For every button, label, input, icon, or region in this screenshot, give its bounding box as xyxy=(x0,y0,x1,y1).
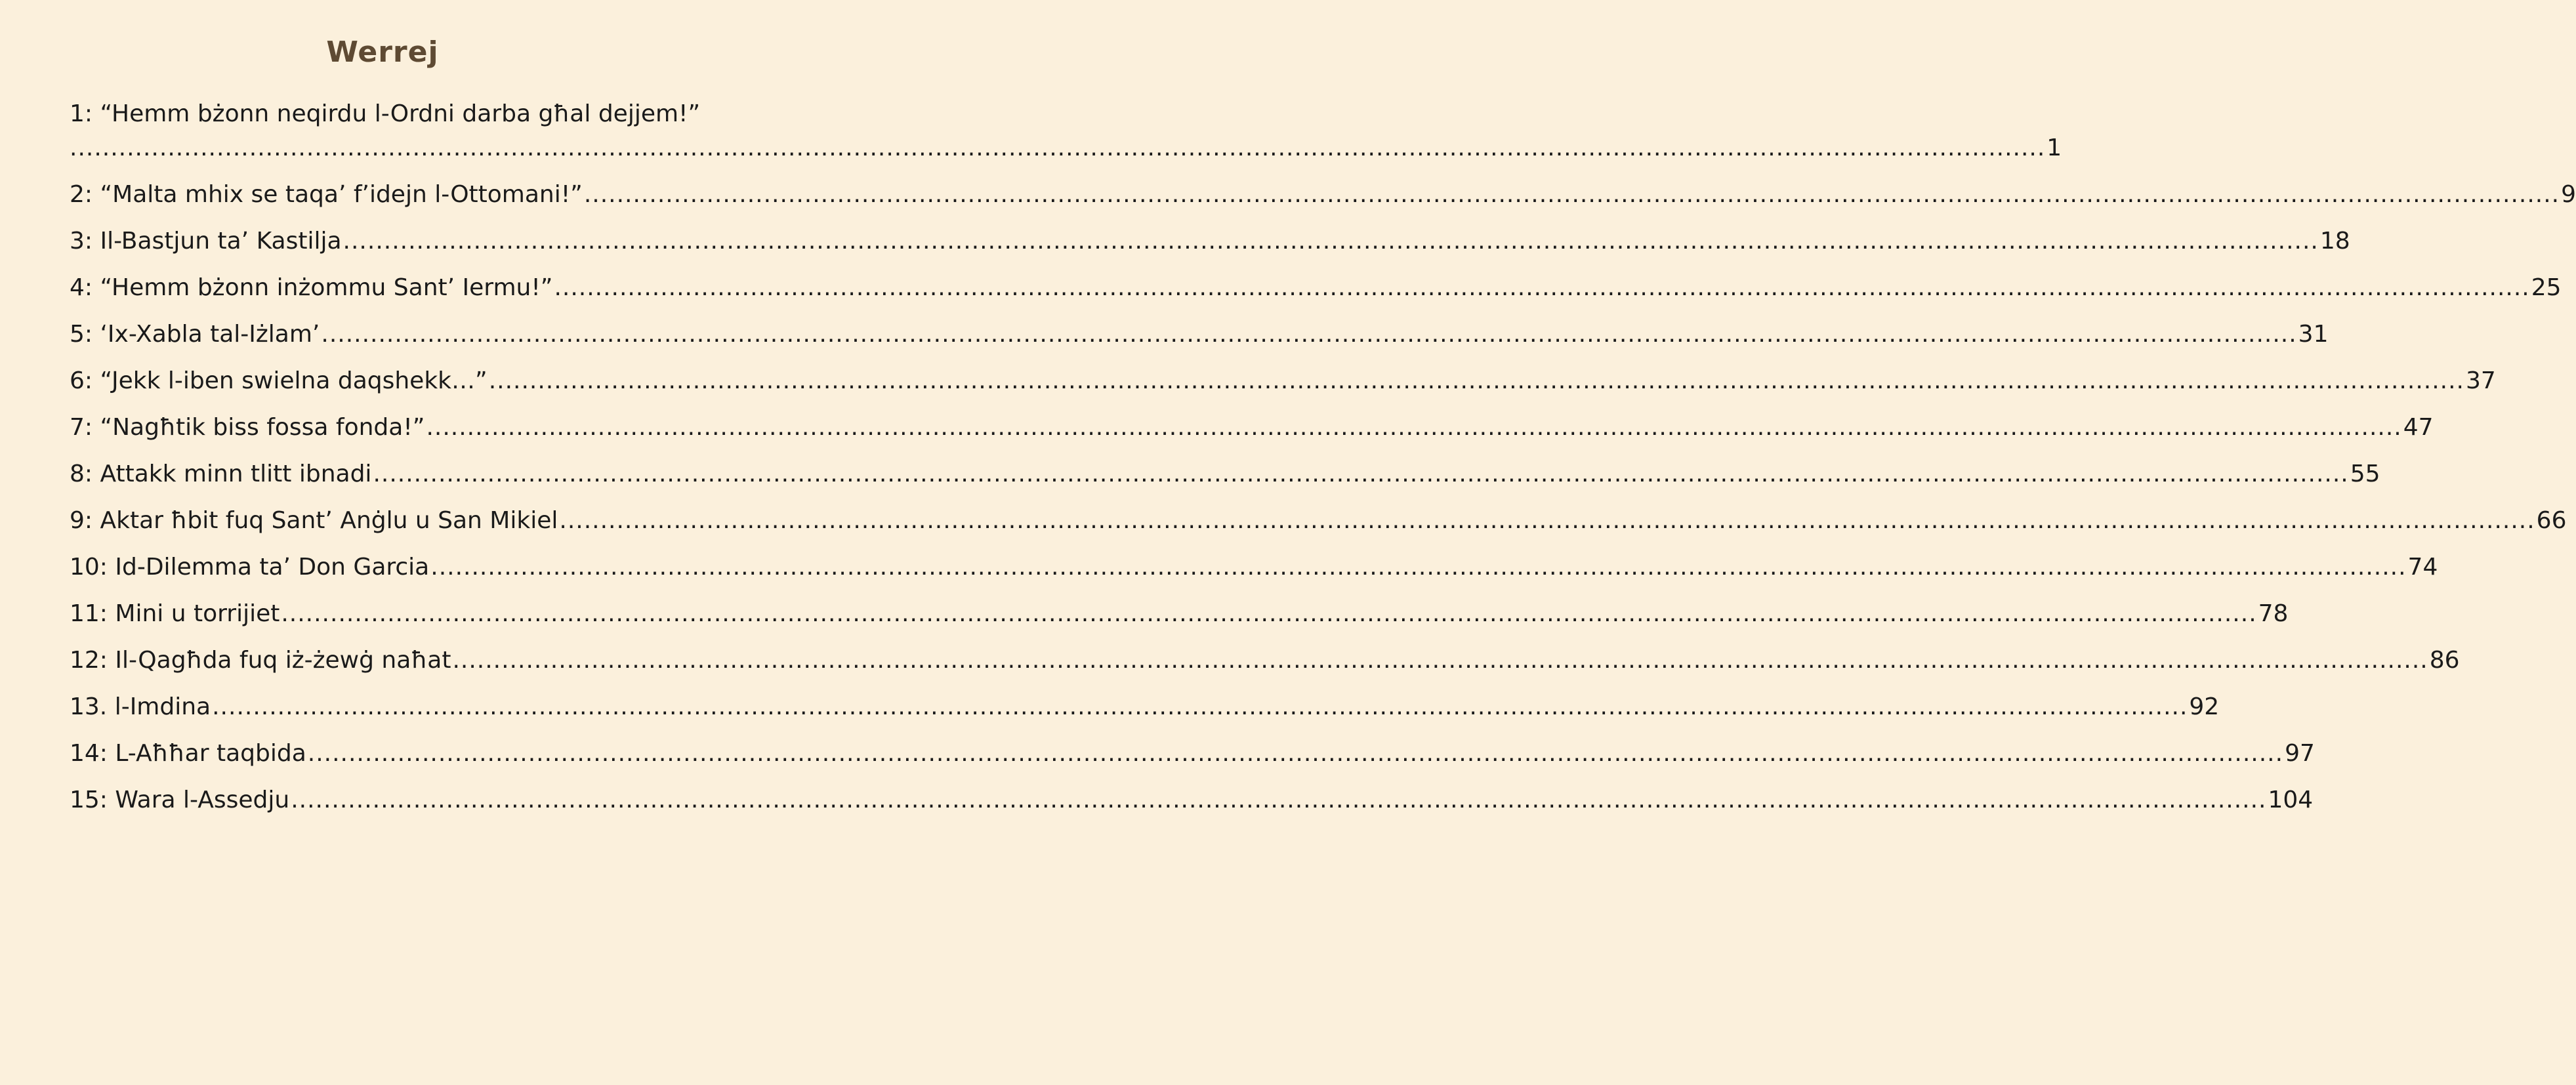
toc-dot-leader xyxy=(343,224,2319,258)
toc-entry[interactable] xyxy=(70,783,2314,830)
toc-entry-page: 1 xyxy=(2046,134,2062,161)
toc-entry-label: 12: Il-Qagħda fuq iż-żewġ naħat xyxy=(70,647,451,674)
toc-dot-leader xyxy=(559,504,2535,538)
toc-dot-leader xyxy=(584,178,2560,212)
toc-entry-label: 7: “Nagħtik biss fossa fonda!” xyxy=(70,414,425,441)
toc-entry-label: 4: “Hemm bżonn inżommu Sant’ Iermu!” xyxy=(70,274,553,301)
toc-entry-label: 9: Aktar ħbit fuq Sant’ Anġlu u San Mikiel xyxy=(70,507,558,534)
toc-entry-page: 18 xyxy=(2319,228,2350,255)
toc-entry[interactable] xyxy=(70,364,2496,411)
toc-title: Werrej xyxy=(326,35,439,69)
toc-entry-label: 14: L-Aħħar taqbida xyxy=(70,740,306,767)
toc-entry-label: 5: ‘Ix-Xabla tal-Iżlam’ xyxy=(70,321,320,348)
toc-entry-page: 37 xyxy=(2465,367,2496,394)
toc-entry-label: 6: “Jekk l-iben swielna daqshekk…” xyxy=(70,367,488,394)
toc-entry-page: 78 xyxy=(2258,600,2289,627)
toc-dot-leader xyxy=(554,271,2529,305)
toc-dot-leader xyxy=(291,783,2266,817)
toc-entry-label: 8: Attakk minn tlitt ibnadi xyxy=(70,461,372,487)
table-of-contents xyxy=(70,97,2576,830)
toc-entry-label: 10: Id-Dilemma ta’ Don Garcia xyxy=(70,554,430,581)
toc-entry-page: 92 xyxy=(2189,693,2220,720)
toc-entry[interactable] xyxy=(70,224,2350,271)
toc-dot-leader xyxy=(281,597,2256,631)
toc-entry[interactable] xyxy=(70,644,2460,690)
toc-dot-leader xyxy=(430,550,2406,584)
toc-entry-label: 2: “Malta mhix se taqa’ f’idejn l-Ottomani!” xyxy=(70,181,583,208)
toc-entry-page: 97 xyxy=(2285,740,2315,767)
toc-entry-label: 3: Il-Bastjun ta’ Kastilja xyxy=(70,228,342,255)
toc-dot-leader xyxy=(212,690,2188,724)
toc-entry-page: 31 xyxy=(2298,321,2329,348)
toc-dot-leader xyxy=(489,364,2464,398)
toc-entry-label: 11: Mini u torrijiet xyxy=(70,600,280,627)
toc-entry-page: 9 xyxy=(2561,181,2576,208)
toc-entry-page: 86 xyxy=(2429,647,2460,674)
toc-entry-page: 66 xyxy=(2536,507,2567,534)
toc-entry-label: 13. l-Imdina xyxy=(70,693,211,720)
toc-entry[interactable] xyxy=(70,737,2315,783)
toc-entry[interactable] xyxy=(70,271,2562,317)
toc-dot-leader xyxy=(321,317,2296,352)
toc-entry-page: 104 xyxy=(2268,787,2314,813)
toc-dot-leader xyxy=(308,737,2283,771)
toc-entry-page: 74 xyxy=(2407,554,2438,581)
toc-entry-label: 15: Wara l-Assedju xyxy=(70,787,290,813)
toc-entry[interactable] xyxy=(70,97,2062,178)
toc-entry-page: 55 xyxy=(2350,461,2380,487)
toc-entry-page: 25 xyxy=(2531,274,2562,301)
toc-entry[interactable] xyxy=(70,597,2289,644)
toc-entry[interactable] xyxy=(70,504,2567,550)
toc-entry-label: 1: “Hemm bżonn neqirdu l-Ordni darba għal dejjem!” xyxy=(70,100,701,127)
toc-entry[interactable] xyxy=(70,317,2329,364)
toc-dot-leader xyxy=(452,644,2428,678)
toc-entry[interactable] xyxy=(70,457,2380,504)
toc-entry-page: 47 xyxy=(2403,414,2434,441)
toc-entry[interactable] xyxy=(70,178,2576,224)
toc-dot-leader xyxy=(70,131,2045,165)
toc-dot-leader xyxy=(373,457,2348,491)
toc-entry[interactable] xyxy=(70,411,2434,457)
toc-entry[interactable] xyxy=(70,550,2438,597)
toc-dot-leader xyxy=(426,411,2401,445)
toc-entry[interactable] xyxy=(70,690,2220,737)
